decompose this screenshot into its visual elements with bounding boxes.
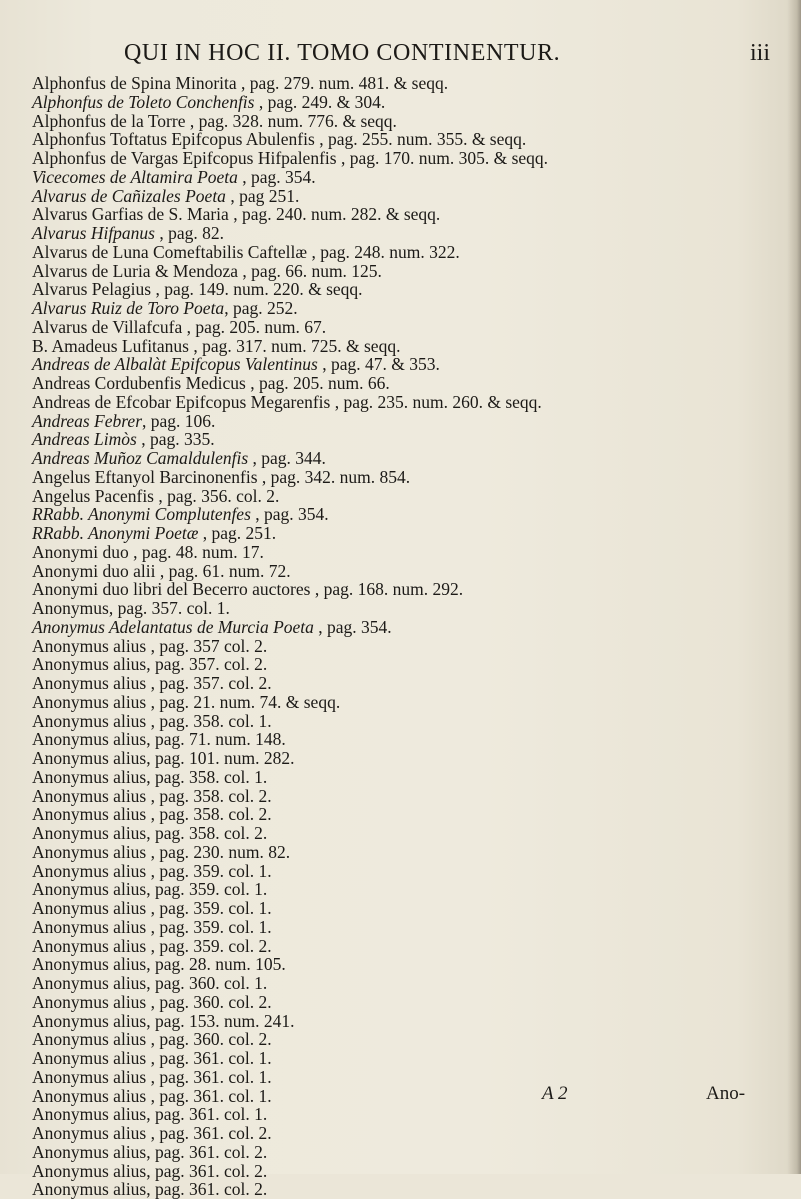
entry-reference: , pag. 361. col. 1. xyxy=(146,1066,272,1087)
entry-name: Anonymus alius xyxy=(32,1029,147,1050)
entry-reference: , pag. 358. col. 1. xyxy=(146,710,272,731)
entry-name: Anonymus alius xyxy=(32,635,147,656)
entry-reference: , pag. 359. col. 1. xyxy=(146,879,268,900)
index-entry xyxy=(32,168,772,187)
entry-reference: , pag. 361. col. 2. xyxy=(146,1179,268,1199)
signature-mark: A 2 xyxy=(542,1083,568,1104)
entry-name: Alvarus Garfias de S. Maria xyxy=(32,204,229,225)
index-entry xyxy=(32,843,772,862)
entry-reference: , pag. 251. xyxy=(198,523,277,543)
entry-name: Anonymus alius xyxy=(32,879,147,900)
entry-reference: , pag. 82. xyxy=(155,223,225,243)
entry-reference: , pag. 61. num. 72. xyxy=(155,560,291,581)
entry-name: Anonymi duo xyxy=(32,541,129,562)
entry-name: Anonymus alius xyxy=(32,935,147,956)
entry-reference: , pag. 248. num. 322. xyxy=(307,241,460,262)
index-entry xyxy=(32,318,772,337)
entry-reference: , pag. 356. col. 2. xyxy=(154,485,280,506)
index-entry xyxy=(32,468,772,487)
entry-name: Alphonfus de la Torre xyxy=(32,110,186,131)
catchword: Ano- xyxy=(706,1083,746,1104)
entry-name: Anonymi duo alii xyxy=(32,560,156,581)
index-entry xyxy=(32,655,772,674)
entry-name: B. Amadeus Lufitanus xyxy=(32,335,189,356)
entry-name: Anonymus alius xyxy=(32,1085,147,1106)
entry-name: Alvarus Hifpanus xyxy=(32,223,155,243)
index-entry xyxy=(32,580,772,599)
entry-reference: , pag. 359. col. 1. xyxy=(146,860,272,881)
entry-name: Alvarus de Luria & Mendoza xyxy=(32,260,239,281)
entry-reference: , pag. 240. num. 282. & seqq. xyxy=(228,204,441,225)
index-entry xyxy=(32,543,772,562)
entry-reference: , pag. 357. col. 2. xyxy=(146,654,268,675)
index-entry xyxy=(32,824,772,843)
entry-reference: , pag. 358. col. 2. xyxy=(146,823,268,843)
entry-name: Anonymus alius xyxy=(32,916,147,937)
index-entry xyxy=(32,1012,772,1031)
entry-reference: , pag. 361. col. 1. xyxy=(146,1048,272,1068)
entry-name: Anonymus alius xyxy=(32,1160,147,1181)
index-entry xyxy=(32,337,772,356)
entry-reference: , pag. 358. col. 2. xyxy=(146,804,272,825)
index-entry xyxy=(32,1030,772,1049)
entry-reference: , pag. 359. col. 2. xyxy=(146,935,272,956)
entry-name: Anonymus alius xyxy=(32,898,147,918)
index-entry xyxy=(32,374,772,393)
index-entry xyxy=(32,74,772,93)
entry-name: Anonymus Adelantatus de Murcia Poeta xyxy=(32,616,314,637)
entry-reference: , pag. 279. num. 481. & seqq. xyxy=(236,73,449,93)
entry-reference: , pag. 71. num. 148. xyxy=(146,729,286,750)
index-entry xyxy=(32,299,772,318)
index-entry xyxy=(32,899,772,918)
entry-name: Alvarus Pelagius xyxy=(32,279,152,300)
entry-reference: , pag. 361. col. 2. xyxy=(146,1141,268,1162)
index-entry xyxy=(32,524,772,543)
entry-name: Andreas Cordubenfis Medicus xyxy=(32,373,246,393)
entry-reference: , pag. 354. xyxy=(313,616,392,637)
entry-reference: , pag. 47. & 353. xyxy=(317,354,440,375)
entry-reference: , pag. 66. num. 125. xyxy=(238,260,382,281)
index-entry xyxy=(32,130,772,149)
entry-name: Alvarus de Cañizales Poeta xyxy=(32,185,226,206)
entry-name: Alphonfus de Vargas Epifcopus Hifpalenfis xyxy=(32,148,337,168)
entry-reference: , pag. 252. xyxy=(224,298,298,318)
entry-name: Anonymus alius xyxy=(32,710,147,731)
page-footer xyxy=(0,1083,801,1109)
entry-name: Anonymus alius xyxy=(32,691,147,712)
entry-name: Alphonfus Toftatus Epifcopus Abulenfis xyxy=(32,129,315,150)
entry-name: Anonymus alius xyxy=(32,860,147,881)
entry-name: Anonymus alius xyxy=(32,654,147,675)
running-title: QUI IN HOC II. TOMO CONTINENTUR. xyxy=(124,40,561,66)
entry-name: Anonymus xyxy=(32,598,109,618)
entry-name: Anonymus alius xyxy=(32,673,147,693)
entry-name: Anonymus alius xyxy=(32,991,147,1012)
entry-reference: , pag. 357. col. 1. xyxy=(108,598,230,618)
index-entry xyxy=(32,1143,772,1162)
index-entry xyxy=(32,487,772,506)
entry-name: Alvarus Ruiz de Toro Poeta xyxy=(32,298,225,318)
entry-reference: , pag. 344. xyxy=(248,448,326,468)
index-entry xyxy=(32,149,772,168)
index-entry xyxy=(32,262,772,281)
entry-name: Alvarus de Luna Comeftabilis Caftellæ xyxy=(32,241,308,262)
entry-name: Anonymus alius xyxy=(32,729,147,750)
entry-name: Vicecomes de Altamira Poeta xyxy=(32,166,238,187)
entry-reference: , pag. 28. num. 105. xyxy=(146,954,286,975)
entry-reference: , pag. 153. num. 241. xyxy=(146,1010,295,1031)
entry-name: Alvarus de Villafcufa xyxy=(32,316,183,337)
index-entry xyxy=(32,693,772,712)
entry-reference: , pag. 359. col. 1. xyxy=(146,916,272,937)
index-entry xyxy=(32,1124,772,1143)
entry-reference: , pag. 358. col. 1. xyxy=(146,766,268,787)
index-entry xyxy=(32,205,772,224)
entry-reference: , pag. 205. num. 67. xyxy=(182,316,327,337)
index-entry xyxy=(32,637,772,656)
entry-reference: , pag. 360. col. 1. xyxy=(146,973,268,993)
entry-name: RRabb. Anonymi Poetæ xyxy=(32,523,199,543)
entry-name: Anonymus alius xyxy=(32,804,147,825)
entry-reference: , pag. 360. col. 2. xyxy=(146,991,272,1012)
entry-name: Angelus Eftanyol Barcinonenfis xyxy=(32,466,258,487)
index-entry xyxy=(32,224,772,243)
entry-reference: , pag. 168. num. 292. xyxy=(310,579,464,600)
entry-name: Anonymus alius xyxy=(32,1048,147,1068)
entry-name: Anonymus alius xyxy=(32,1179,147,1199)
entry-name: Anonymus alius xyxy=(32,766,147,787)
index-entry xyxy=(32,787,772,806)
index-entry xyxy=(32,730,772,749)
entry-reference: , pag. 335. xyxy=(136,429,215,450)
index-entry xyxy=(32,412,772,431)
index-entry xyxy=(32,862,772,881)
index-entry xyxy=(32,1049,772,1068)
entry-name: Anonymus alius xyxy=(32,748,147,768)
index-entry xyxy=(32,1180,772,1199)
entry-name: Anonymus alius xyxy=(32,954,147,975)
index-entry xyxy=(32,768,772,787)
entry-name: Anonymus alius xyxy=(32,973,147,993)
index-entry xyxy=(32,955,772,974)
index-entry xyxy=(32,280,772,299)
entry-name: Anonymus alius xyxy=(32,1066,147,1087)
index-entry xyxy=(32,393,772,412)
page-header xyxy=(30,40,770,70)
entry-reference: , pag. 361. col. 2. xyxy=(146,1123,272,1143)
entry-reference: , pag. 235. num. 260. & seqq. xyxy=(330,391,542,412)
index-entry xyxy=(32,618,772,637)
entry-reference: , pag. 249. & 304. xyxy=(254,91,386,112)
entry-reference: , pag. 101. num. 282. xyxy=(146,748,295,768)
index-entry xyxy=(32,112,772,131)
entry-reference: , pag. 170. num. 305. & seqq. xyxy=(336,148,549,168)
index-entry xyxy=(32,937,772,956)
entry-reference: , pag. 361. col. 1. xyxy=(146,1104,268,1125)
entry-name: Anonymus alius xyxy=(32,1010,147,1031)
entry-name: Andreas de Albalàt Epifcopus Valentinus xyxy=(32,354,318,375)
entry-name: Anonymus alius xyxy=(32,1141,147,1162)
entry-reference: , pag. 230. num. 82. xyxy=(146,841,291,862)
entry-reference: , pag. 357 col. 2. xyxy=(146,635,268,656)
entry-reference: , pag. 342. num. 854. xyxy=(257,466,411,487)
index-entry xyxy=(32,974,772,993)
entry-reference: , pag. 48. num. 17. xyxy=(128,541,264,562)
index-entry xyxy=(32,562,772,581)
entry-name: Angelus Pacenfis xyxy=(32,485,154,506)
entry-reference: , pag. 358. col. 2. xyxy=(146,785,272,806)
entry-name: Alphonfus de Toleto Conchenfis xyxy=(32,91,255,112)
entry-name: Andreas de Efcobar Epifcopus Megarenfis xyxy=(32,391,331,412)
index-entry xyxy=(32,93,772,112)
index-entry xyxy=(32,599,772,618)
page-number: iii xyxy=(749,40,770,66)
author-index-list xyxy=(32,74,772,1199)
entry-name: Anonymus alius xyxy=(32,1104,147,1125)
index-entry xyxy=(32,187,772,206)
index-entry xyxy=(32,918,772,937)
index-entry xyxy=(32,505,772,524)
entry-reference: , pag. 357. col. 2. xyxy=(146,673,272,693)
entry-reference: , pag. 354. xyxy=(237,166,316,187)
entry-reference: , pag. 205. num. 66. xyxy=(245,373,390,393)
index-entry xyxy=(32,243,772,262)
entry-reference: , pag. 360. col. 2. xyxy=(146,1029,272,1050)
entry-name: Andreas Muñoz Camaldulenfis xyxy=(32,448,249,468)
entry-reference: , pag. 106. xyxy=(142,410,216,431)
entry-name: Anonymus alius xyxy=(32,1123,147,1143)
entry-reference: , pag. 361. col. 1. xyxy=(146,1085,272,1106)
index-entry xyxy=(32,805,772,824)
index-entry xyxy=(32,993,772,1012)
entry-reference: , pag. 21. num. 74. & seqq. xyxy=(146,691,341,712)
entry-reference: , pag 251. xyxy=(225,185,300,206)
page-edge-shadow xyxy=(787,0,801,1174)
entry-name: Anonymus alius xyxy=(32,785,147,806)
entry-name: Andreas Febrer xyxy=(32,410,142,431)
entry-reference: , pag. 149. num. 220. & seqq. xyxy=(151,279,363,300)
entry-name: Anonymus alius xyxy=(32,823,147,843)
index-entry xyxy=(32,674,772,693)
entry-name: Anonymi duo libri del Becerro auctores xyxy=(32,579,311,600)
entry-name: RRabb. Anonymi Complutenfes xyxy=(32,504,251,525)
index-entry xyxy=(32,880,772,899)
entry-reference: , pag. 328. num. 776. & seqq. xyxy=(185,110,397,131)
index-entry xyxy=(32,449,772,468)
entry-name: Anonymus alius xyxy=(32,841,147,862)
entry-reference: , pag. 255. num. 355. & seqq. xyxy=(314,129,527,150)
index-entry xyxy=(32,430,772,449)
entry-reference: , pag. 317. num. 725. & seqq. xyxy=(189,335,401,356)
entry-name: Alphonfus de Spina Minorita xyxy=(32,73,237,93)
index-entry xyxy=(32,355,772,374)
index-entry xyxy=(32,749,772,768)
entry-reference: , pag. 354. xyxy=(250,504,329,525)
entry-reference: , pag. 359. col. 1. xyxy=(146,898,272,918)
entry-name: Andreas Limòs xyxy=(32,429,137,450)
index-entry xyxy=(32,712,772,731)
index-entry xyxy=(32,1162,772,1181)
entry-reference: , pag. 361. col. 2. xyxy=(146,1160,268,1181)
